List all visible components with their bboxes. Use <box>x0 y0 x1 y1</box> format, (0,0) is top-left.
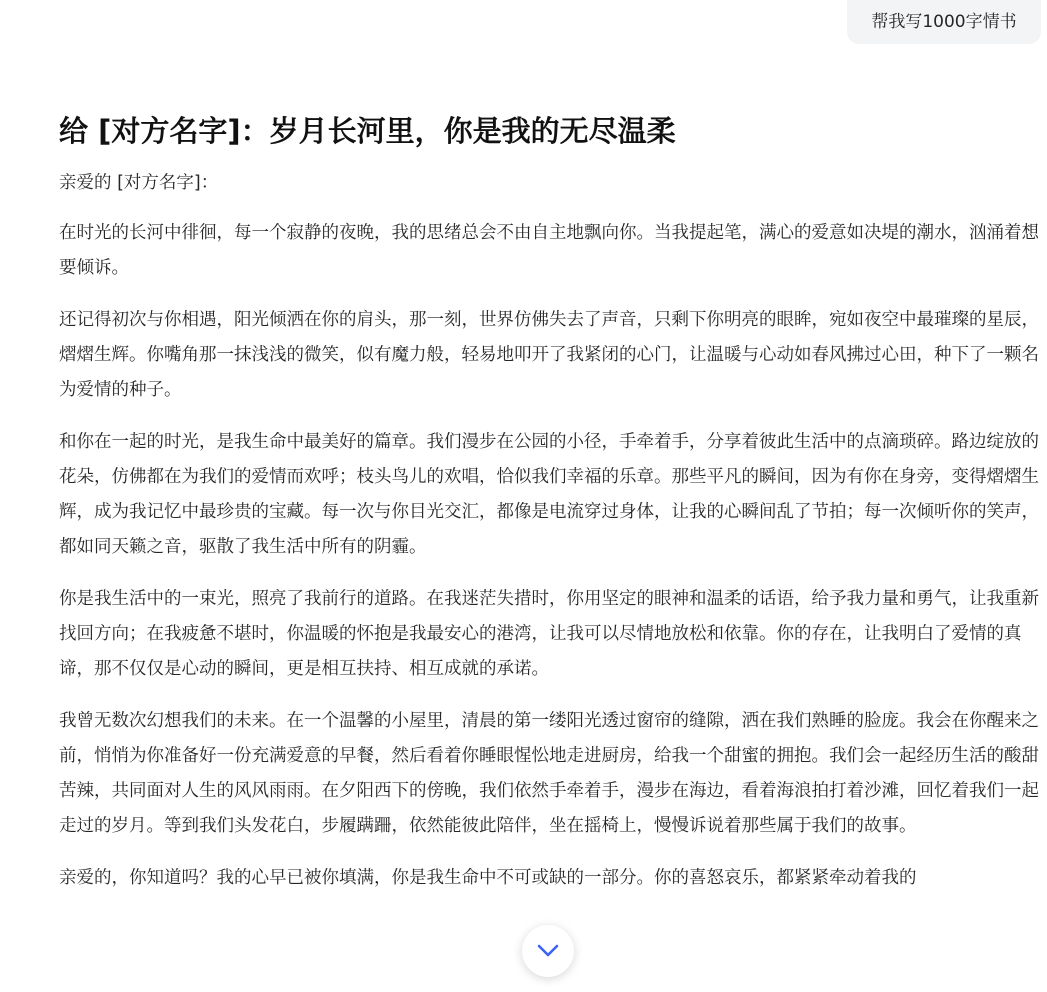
answer-paragraph: 还记得初次与你相遇，阳光倾洒在你的肩头，那一刻，世界仿佛失去了声音，只剩下你明亮的眼眸，宛如夜空中最璀璨的星辰，熠熠生辉。你嘴角那一抹浅浅的微笑，似有魔力般，轻易地叩开了我紧闭的心门，让温暖与心动如春风拂过心田，种下了一颗名为爱情的种子。 <box>59 310 1039 400</box>
answer-paragraph: 你是我生活中的一束光，照亮了我前行的道路。在我迷茫失措时，你用坚定的眼神和温柔的话语，给予我力量和勇气，让我重新找回方向；在我疲惫不堪时，你温暖的怀抱是我最安心的港湾，让我可以尽情地放松和依靠。你的存在，让我明白了爱情的真谛，那不仅仅是心动的瞬间，更是相互扶持、相互成就的承诺。 <box>59 589 1039 679</box>
assistant-answer <box>59 110 1044 896</box>
scroll-to-bottom-button[interactable] <box>522 925 574 977</box>
user-message-bubble <box>847 0 1041 44</box>
chevron-down-icon <box>537 944 559 958</box>
answer-title: 给 [对方名字]：岁月长河里，你是我的无尽温柔 <box>59 114 676 148</box>
answer-paragraph: 我曾无数次幻想我们的未来。在一个温馨的小屋里，清晨的第一缕阳光透过窗帘的缝隙，洒在我们熟睡的脸庞。我会在你醒来之前，悄悄为你准备好一份充满爱意的早餐，然后看着你睡眼惺忪地走进厨房，给我一个甜蜜的拥抱。我们会一起经历生活的酸甜苦辣，共同面对人生的风风雨雨。在夕阳西下的傍晚，我们依然手牵着手，漫步在海边，看着海浪拍打着沙滩，回忆着我们一起走过的岁月。等到我们头发花白，步履蹒跚，依然能彼此陪伴，坐在摇椅上，慢慢诉说着那些属于我们的故事。 <box>59 711 1039 836</box>
answer-greeting: 亲爱的 [对方名字]： <box>59 173 219 193</box>
answer-paragraph: 在时光的长河中徘徊，每一个寂静的夜晚，我的思绪总会不由自主地飘向你。当我提起笔，满心的爱意如决堤的潮水，汹涌着想要倾诉。 <box>59 223 1039 278</box>
user-message-text: 帮我写1000字情书 <box>871 11 1017 32</box>
answer-paragraph: 亲爱的，你知道吗？我的心早已被你填满，你是我生命中不可或缺的一部分。你的喜怒哀乐，都紧紧牵动着我的 <box>59 868 917 888</box>
answer-paragraph: 和你在一起的时光，是我生命中最美好的篇章。我们漫步在公园的小径，手牵着手，分享着彼此生活中的点滴琐碎。路边绽放的花朵，仿佛都在为我们的爱情而欢呼；枝头鸟儿的欢唱，恰似我们幸福的乐章。那些平凡的瞬间，因为有你在身旁，变得熠熠生辉，成为我记忆中最珍贵的宝藏。每一次与你目光交汇，都像是电流穿过身体，让我的心瞬间乱了节拍；每一次倾听你的笑声，都如同天籁之音，驱散了我生活中所有的阴霾。 <box>59 432 1039 557</box>
